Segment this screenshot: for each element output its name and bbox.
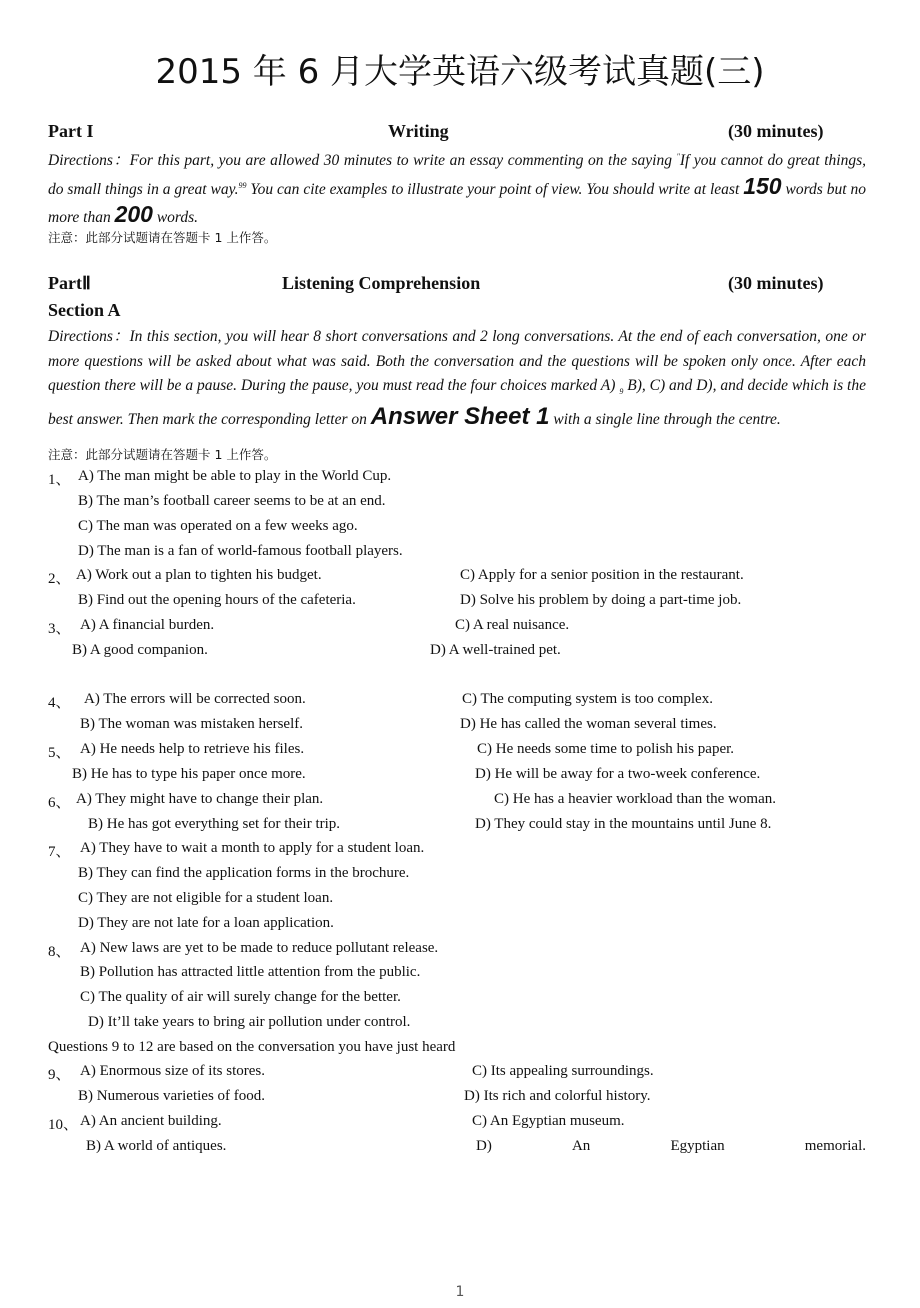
part2-directions [48,325,866,432]
q9-number: 9、 [48,1067,71,1083]
q4-option-d: D) He has called the woman several times. [460,716,717,732]
q10-option-d-word-3: memorial. [804,1138,866,1154]
q10-option-c: C) An Egyptian museum. [472,1113,625,1129]
q9-option-b: B) Numerous varieties of food. [78,1088,266,1104]
q9-option-a: A) Enormous size of its stores. [80,1063,265,1079]
q10-option-d-label: D) [476,1138,492,1154]
q8-option-b: B) Pollution has attracted little attention from the public. [80,964,421,980]
q6-option-a: A) They might have to change their plan. [76,791,324,807]
q9-option-c: C) Its appealing surroundings. [472,1063,654,1079]
part2-time: (30 minutes) [728,273,824,293]
q1-option-b: B) The man’s football career seems to be at an end. [78,493,386,509]
page-title: 2015 年 6 月大学英语六级考试真题(三) [155,52,765,92]
q3-option-c: C) A real nuisance. [455,617,570,633]
q5-number: 5、 [48,745,71,761]
q5-option-d: D) He will be away for a two-week conference. [475,766,761,782]
quote-open: " [676,152,680,161]
q10-option-a: A) An ancient building. [80,1113,222,1129]
part2-name: Listening Comprehension [282,273,481,293]
q6-option-b: B) He has got everything set for their trip. [88,816,341,832]
q10-option-d [476,1138,866,1155]
q2-option-c: C) Apply for a senior position in the restaurant. [460,567,744,583]
answer-sheet-label: Answer Sheet 1 [370,402,550,430]
q4-option-c: C) The computing system is too complex. [462,691,713,707]
part1-directions [48,145,866,231]
comma-mark: 9 [619,387,624,397]
q5-option-c: C) He needs some time to polish his paper. [477,741,735,757]
q3-option-d: D) A well-trained pet. [430,642,561,658]
quote-close: 99 [238,180,247,190]
q9-option-d: D) Its rich and colorful history. [464,1088,651,1104]
part1-directions-text-3: words but no more than [48,180,866,227]
part1-label: Part I [48,121,94,141]
q8-option-c: C) The quality of air will surely change for the better. [80,989,401,1005]
min-words: 150 [743,172,782,199]
q1-option-a: A) The man might be able to play in the World Cup. [78,468,392,484]
part1-directions-text-2: You can cite examples to illustrate your point of view. You should write at least [246,180,744,198]
part1-directions-text: Directions：For this part, you are allowed 30 minutes to write an essay commenting on the saying [48,152,677,170]
q4-option-a: A) The errors will be corrected soon. [84,691,306,707]
q6-option-d: D) They could stay in the mountains until June 8. [475,816,772,832]
q1-number: 1、 [48,472,71,488]
part1-name: Writing [388,121,449,141]
part2-directions-text: Directions：In this section, you will hear 8 short conversations and 2 long conversations. At the end of each conversation, one or more questions will be asked about what was said. Both the conversation and the questions will be spoken only once. After each question there will be a pause. During the pause, you must read the four choices marked A) [48,328,866,394]
q3-option-a: A) A financial burden. [80,617,215,633]
q3-number: 3、 [48,621,71,637]
part2-directions-text-3: with a single line through the centre. [549,410,781,428]
q10-option-d-word-1: An [571,1138,591,1154]
q2-number: 2、 [48,571,71,587]
part1-note: 注意：此部分试题请在答题卡 1 上作答。 [48,230,277,245]
part2-label: PartⅡ [48,273,91,293]
q7-option-a: A) They have to wait a month to apply for a student loan. [80,840,425,856]
q8-option-d: D) It’ll take years to bring air pollution under control. [88,1014,411,1030]
q8-number: 8、 [48,944,71,960]
q10-option-d-word-2: Egyptian [670,1138,725,1154]
q8-option-a: A) New laws are yet to be made to reduce pollutant release. [80,940,439,956]
q7-option-c: C) They are not eligible for a student loan. [78,890,334,906]
q5-option-a: A) He needs help to retrieve his files. [80,741,305,757]
q6-option-c: C) He has a heavier workload than the woman. [494,791,776,807]
q10-option-b: B) A world of antiques. [86,1138,227,1154]
q7-option-b: B) They can find the application forms in the brochure. [78,865,410,881]
part1-saying: If you cannot do great things, do small things in a great way. [48,152,866,198]
q1-option-d: D) The man is a fan of world-famous football players. [78,543,403,559]
part2-directions-text-2: B), C) and D), and decide which is the best answer. Then mark the corresponding letter on [48,377,866,428]
q5-option-b: B) He has to type his paper once more. [72,766,306,782]
q2-option-a: A) Work out a plan to tighten his budget. [76,567,322,583]
q6-number: 6、 [48,795,71,811]
q10-number: 10、 [48,1117,79,1133]
part2-note: 注意：此部分试题请在答题卡 1 上作答。 [48,447,277,462]
q7-number: 7、 [48,844,71,860]
q4-number: 4、 [48,695,71,711]
section-a-heading: Section A [48,300,121,320]
q3-option-b: B) A good companion. [72,642,208,658]
page-number: 1 [455,1284,465,1300]
q7-option-d: D) They are not late for a loan application. [78,915,334,931]
part1-directions-text-4: words. [152,209,199,227]
part1-time: (30 minutes) [728,121,824,141]
q4-option-b: B) The woman was mistaken herself. [80,716,304,732]
q2-option-b: B) Find out the opening hours of the cafeteria. [78,592,356,608]
questions-9-12-intro: Questions 9 to 12 are based on the conversation you have just heard [48,1039,456,1055]
q2-option-d: D) Solve his problem by doing a part-time job. [460,592,742,608]
max-words: 200 [114,201,153,228]
q1-option-c: C) The man was operated on a few weeks ago. [78,518,358,534]
